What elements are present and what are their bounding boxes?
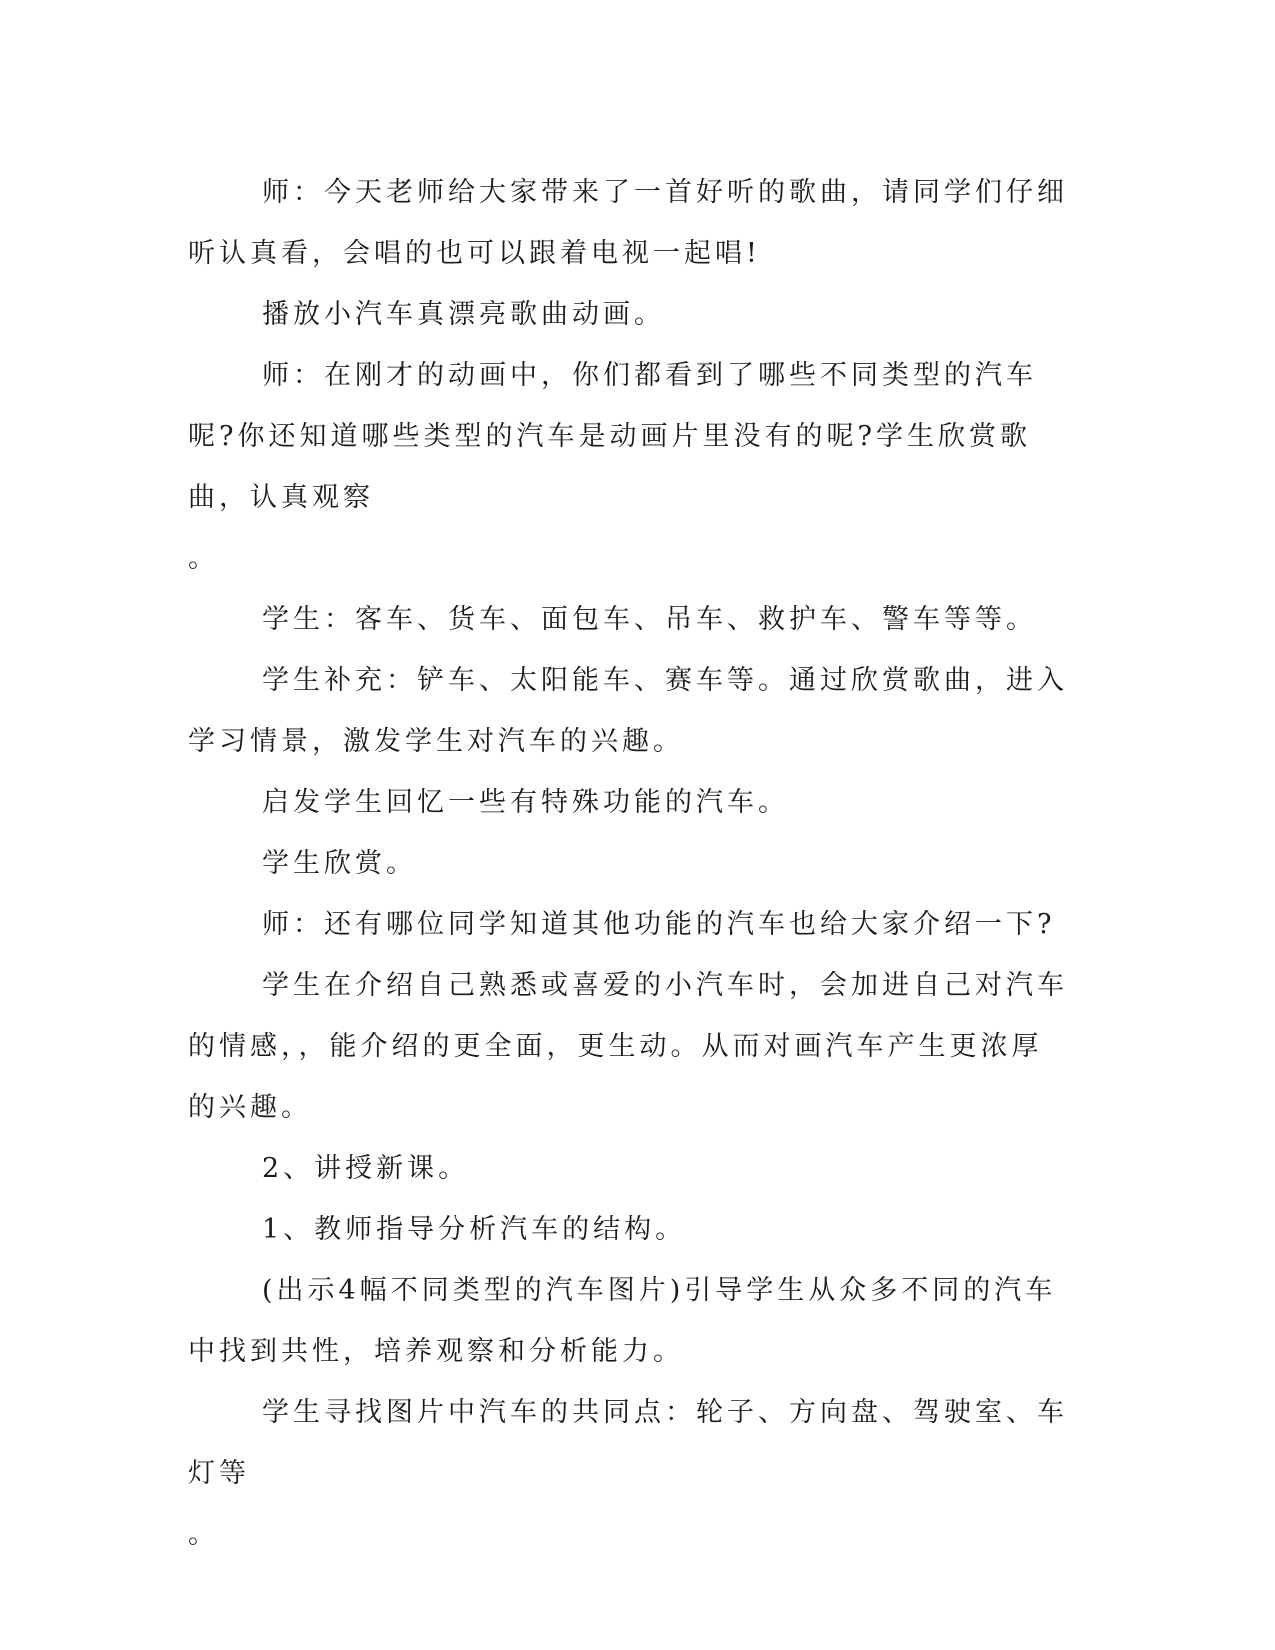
paragraph-student-answer: 学生：客车、货车、面包车、吊车、救护车、警车等等。 xyxy=(262,604,1037,635)
paragraph-song-intro: 师：今天老师给大家带来了一首好听的歌曲，请同学们仔细听认真看，会唱的也可以跟着电视一起唱! xyxy=(188,177,1068,269)
paragraph-analyze-structure: 1、教师指导分析汽车的结构。 xyxy=(262,1214,687,1245)
paragraph-play-animation: 播放小汽车真漂亮歌曲动画。 xyxy=(262,299,665,330)
paragraph-period-1: 。 xyxy=(188,543,219,574)
paragraph-new-lesson: 2、讲授新课。 xyxy=(262,1153,470,1184)
paragraph-period-2: 。 xyxy=(188,1519,219,1550)
paragraph-appreciate: 学生欣赏。 xyxy=(262,848,417,879)
paragraph-common-points: 学生寻找图片中汽车的共同点：轮子、方向盘、驾驶室、车灯等 xyxy=(188,1397,1068,1489)
paragraph-show-pictures: (出示4幅不同类型的汽车图片)引导学生从众多不同的汽车中找到共性，培养观察和分析能力。 xyxy=(188,1275,1057,1367)
document-body xyxy=(188,162,1068,1565)
paragraph-teacher-question: 师：在刚才的动画中，你们都看到了哪些不同类型的汽车呢?你还知道哪些类型的汽车是动画片里没有的呢?学生欣赏歌曲，认真观察 xyxy=(188,360,1037,513)
paragraph-student-supplement: 学生补充：铲车、太阳能车、赛车等。通过欣赏歌曲，进入学习情景，激发学生对汽车的兴趣。 xyxy=(188,665,1068,757)
paragraph-recall: 启发学生回忆一些有特殊功能的汽车。 xyxy=(262,787,789,818)
paragraph-student-introduce: 学生在介绍自己熟悉或喜爱的小汽车时，会加进自己对汽车的情感，，能介绍的更全面，更生动。从而对画汽车产生更浓厚的兴趣。 xyxy=(188,970,1068,1123)
paragraph-teacher-ask: 师：还有哪位同学知道其他功能的汽车也给大家介绍一下? xyxy=(262,909,1056,940)
